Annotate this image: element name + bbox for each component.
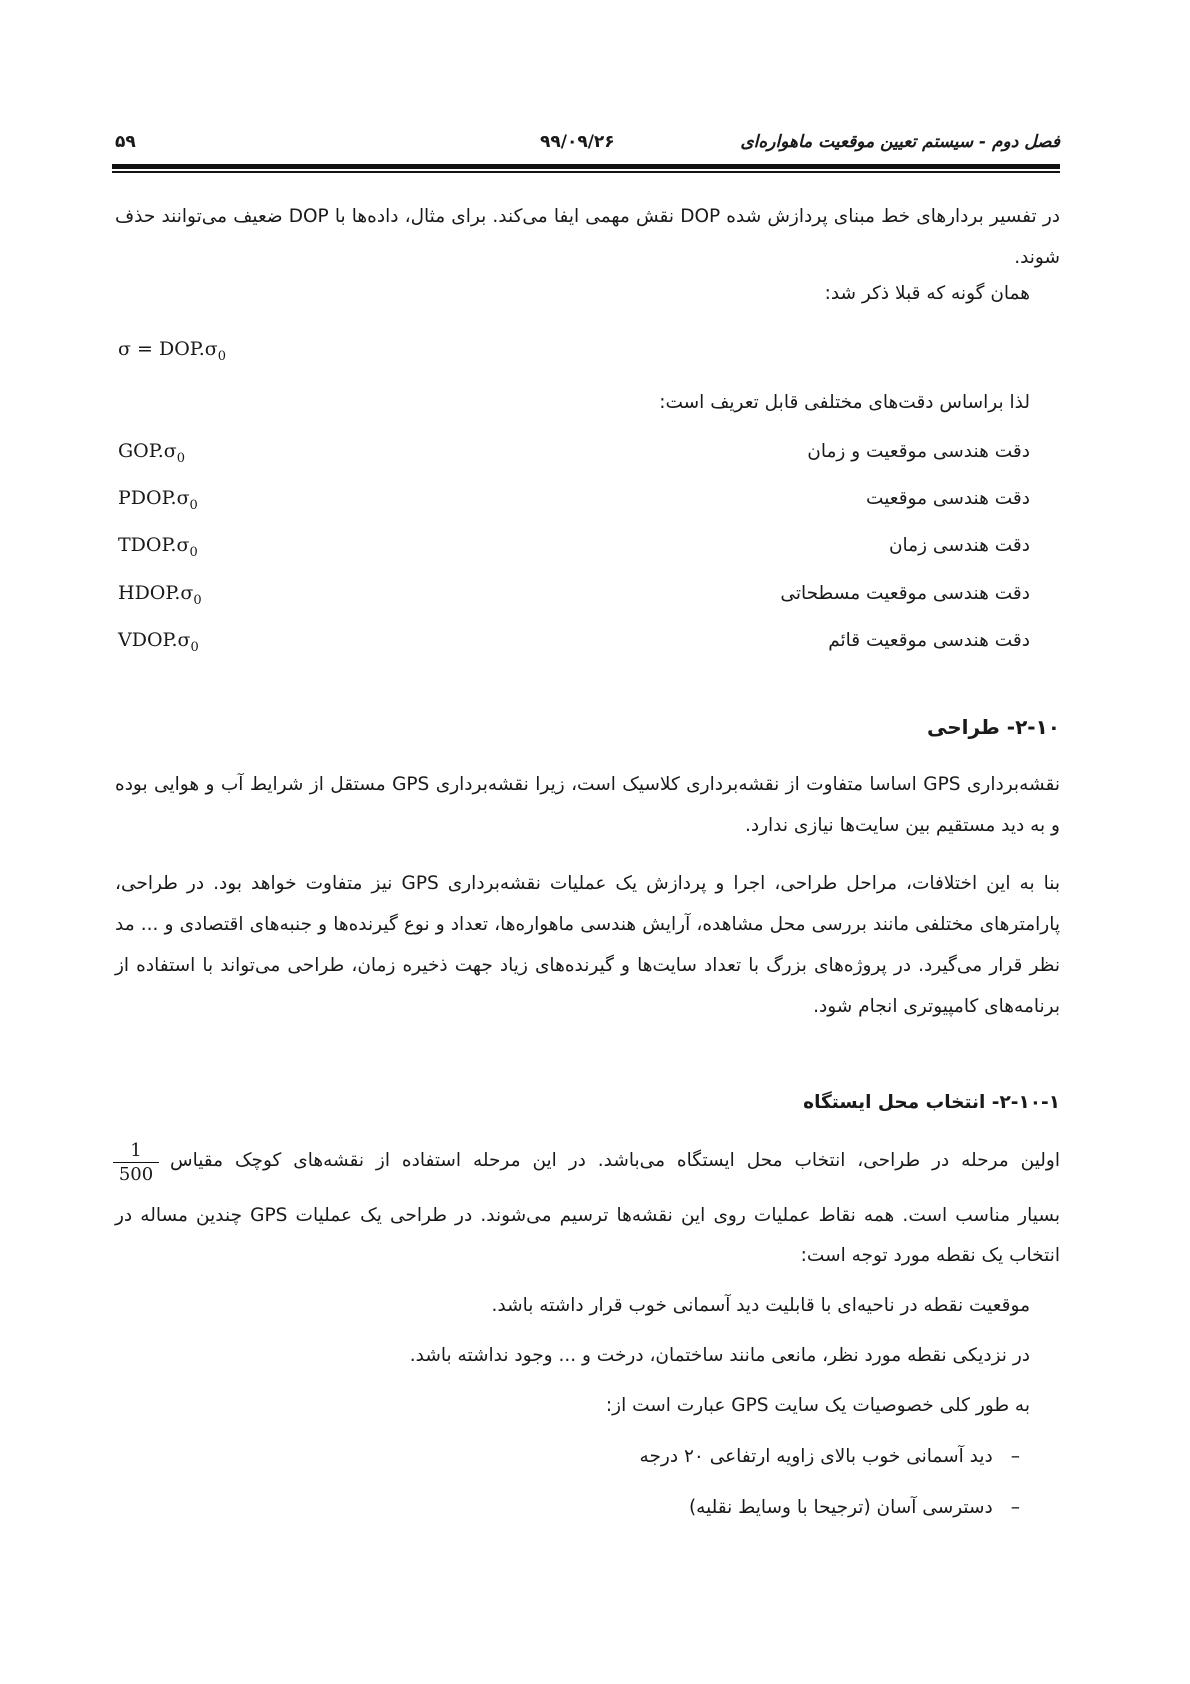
header-rule-thick: [112, 164, 1060, 169]
dop-formula-vdop: $VDOP.\sigma_0$: [118, 629, 199, 655]
dop-label-gdop: دقت هندسی موقعیت و زمان: [807, 441, 1030, 462]
dop-label-hdop: دقت هندسی موقعیت مسطحاتی: [780, 583, 1030, 604]
subsection-line-2: بسیار مناسب است. همه نقاط عملیات روی این نقشه‌ها ترسیم می‌شوند. در طراحی یک عملیات GPS چندین مساله در: [115, 1205, 1060, 1226]
header-rule-thin: [112, 171, 1060, 173]
dop-label-tdop: دقت هندسی زمان: [888, 535, 1030, 556]
dop-formula-pdop: $PDOP.\sigma_0$: [118, 487, 198, 513]
bullet-item-2: –دسترسی آسان (ترجیحا با وسایط نقلیه): [688, 1497, 1020, 1518]
subsection-line-1: اولین مرحله در طراحی، انتخاب محل ایستگاه می‌باشد. در این مرحله استفاده از نقشه‌های کوچک مقیاس: [170, 1150, 1060, 1171]
criteria-item-2: در نزدیکی نقطه مورد نظر، مانعی مانند ساختمان، درخت و ... وجود نداشته باشد.: [409, 1345, 1030, 1366]
dop-formula-hdop: $HDOP.\sigma_0$: [118, 582, 202, 608]
dop-formula-tdop: $TDOP.\sigma_0$: [118, 534, 198, 560]
subsection-line-3: انتخاب یک نقطه مورد توجه است:: [800, 1245, 1060, 1266]
section-paragraph-1: نقشه‌برداری GPS اساسا متفاوت از نقشه‌برداری کلاسیک است، زیرا نقشه‌برداری GPS مستقل از شرایط آب و هوایی بوده و به دید مستقیم بین سایت‌ها نیازی ندارد.: [115, 774, 1060, 836]
scale-fraction: [113, 1140, 159, 1185]
page-number: ۵۹: [115, 132, 136, 152]
subsection-heading: ۲-۱۰-۱- انتخاب محل ایستگاه: [803, 1092, 1060, 1113]
bullet-dash: –: [1010, 1446, 1020, 1467]
criteria-item-3: به طور کلی خصوصیات یک سایت GPS عبارت است از:: [605, 1395, 1030, 1416]
intro-line: همان گونه که قبلا ذکر شد:: [824, 283, 1030, 304]
criteria-item-1: موقعیت نقطه در ناحیه‌ای با قابلیت دید آسمانی خوب قرار داشته باشد.: [491, 1295, 1030, 1316]
section-paragraph-2: بنا به این اختلافات، مراحل طراحی، اجرا و پردازش یک عملیات نقشه‌برداری GPS نیز متفاوت خواهد بود. در طراحی، پارامترهای مختلفی مانند بررسی محل مشاهده، آرایش هندسی ماهواره‌ها، تعداد و نوع گیرنده‌ها و جنبه‌های اقتصادی و ... مد نظر قرار می‌گیرد. در پروژه‌های بزرگ با تعداد سایت‌ها و گیرنده‌های زیاد جهت ذخیره زمان، طراحی می‌تواند با استفاده از برنامه‌های کامپیوتری انجام شود.: [115, 873, 1060, 1017]
fraction-denominator: 500: [118, 1164, 154, 1185]
chapter-title: فصل دوم - سیستم تعیین موقعیت ماهواره‌ای: [740, 132, 1060, 152]
bullet-item-1: –دید آسمانی خوب بالای زاویه ارتفاعی ۲۰ درجه: [639, 1446, 1020, 1467]
intro-line-2: لذا براساس دقت‌های مختلفی قابل تعریف است:: [659, 392, 1030, 413]
dop-label-pdop: دقت هندسی موقعیت: [866, 488, 1030, 509]
dop-formula-gdop: $GOP.\sigma_0$: [118, 440, 185, 466]
equation-sigma: $\sigma = DOP.\sigma_0$: [118, 338, 227, 364]
section-heading: ۲-۱۰- طراحی: [927, 715, 1060, 739]
dop-label-vdop: دقت هندسی موقعیت قائم: [828, 630, 1030, 651]
intro-paragraph: در تفسیر بردارهای خط مبنای پردازش شده DOP نقش مهمی ایفا می‌کند. برای مثال، داده‌ها با DOP ضعیف می‌توانند حذف شوند.: [115, 206, 1061, 268]
header-date: ۹۹/۰۹/۲۶: [540, 132, 615, 152]
fraction-numerator: 1: [113, 1140, 159, 1163]
bullet-dash: –: [1010, 1497, 1020, 1518]
